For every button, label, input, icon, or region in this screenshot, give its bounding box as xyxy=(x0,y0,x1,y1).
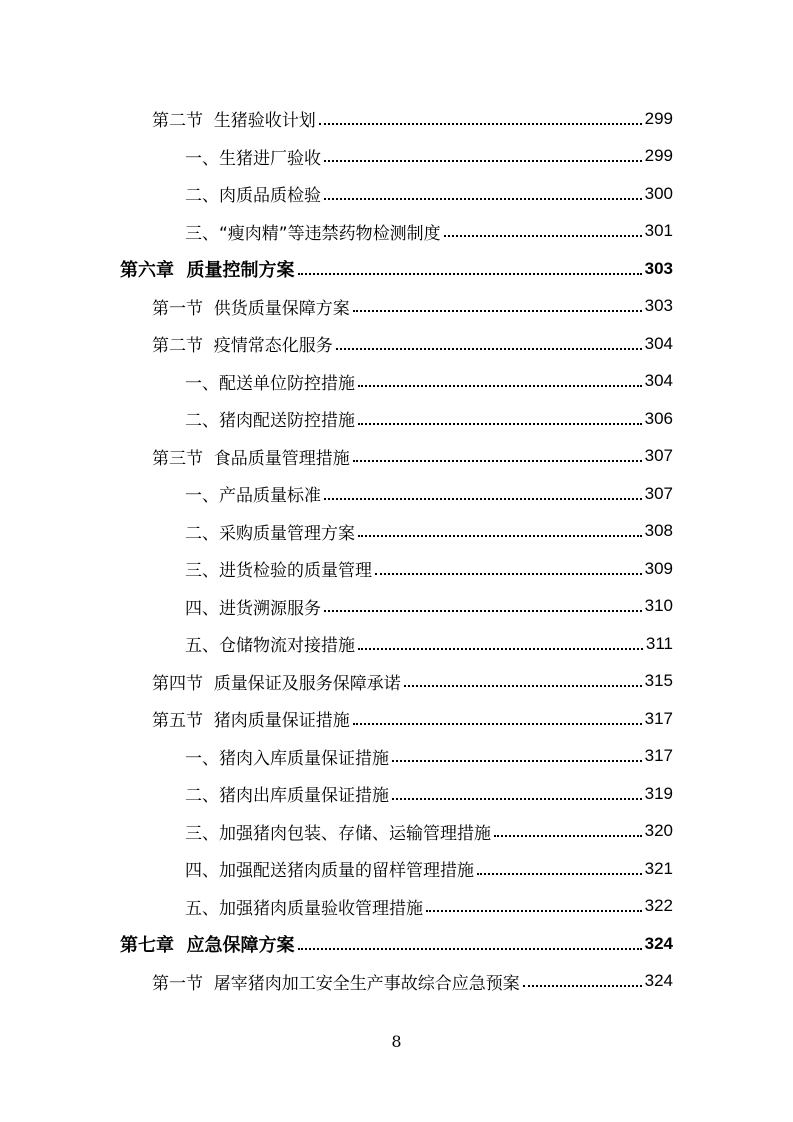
dot-leader xyxy=(426,910,642,912)
toc-entry-title: 二、猪肉配送防控措施 xyxy=(185,411,355,432)
dot-leader xyxy=(358,423,642,425)
toc-entry-page: 306 xyxy=(644,408,673,428)
toc-entry-title: 三、进货检验的质量管理 xyxy=(185,561,372,582)
toc-entry-title: 第六章 质量控制方案 xyxy=(120,259,295,281)
dot-leader xyxy=(353,310,642,312)
table-of-contents xyxy=(0,100,793,1000)
toc-entry-page: 322 xyxy=(644,896,673,916)
dot-leader xyxy=(319,123,642,125)
toc-entry-page: 303 xyxy=(644,258,673,278)
toc-entry-page: 310 xyxy=(644,596,673,616)
toc-entry-title: 第三节 食品质量管理措施 xyxy=(152,448,350,469)
toc-entry-item[interactable] xyxy=(0,475,793,513)
toc-entry-item[interactable] xyxy=(0,550,793,588)
toc-entry-page: 317 xyxy=(644,746,673,766)
toc-entry-title: 第七章 应急保障方案 xyxy=(120,934,295,956)
toc-entry-title: 四、进货溯源服务 xyxy=(185,598,321,619)
toc-entry-title: 一、产品质量标准 xyxy=(185,486,321,507)
toc-entry-item[interactable] xyxy=(0,625,793,663)
toc-entry-chapter[interactable] xyxy=(0,250,793,288)
toc-entry-title: 第二节 疫情常态化服务 xyxy=(152,336,333,357)
toc-entry-title: 第四节 质量保证及服务保障承诺 xyxy=(152,673,401,694)
toc-entry-title: 二、猪肉出库质量保证措施 xyxy=(185,786,389,807)
toc-entry-section[interactable] xyxy=(0,663,793,701)
dot-leader xyxy=(353,460,642,462)
dot-leader xyxy=(336,348,642,350)
toc-entry-page: 299 xyxy=(644,108,673,128)
toc-entry-chapter[interactable] xyxy=(0,925,793,963)
toc-entry-item[interactable] xyxy=(0,850,793,888)
toc-entry-page: 308 xyxy=(644,521,673,541)
toc-entry-page: 304 xyxy=(644,333,673,353)
toc-entry-section[interactable] xyxy=(0,325,793,363)
toc-entry-title: 五、仓储物流对接措施 xyxy=(185,636,355,657)
toc-entry-title: 第一节 屠宰猪肉加工安全生产事故综合应急预案 xyxy=(152,973,520,994)
toc-entry-title: 三、“瘦肉精”等违禁药物检测制度 xyxy=(185,223,441,244)
toc-entry-item[interactable] xyxy=(0,400,793,438)
dot-leader xyxy=(353,723,642,725)
toc-entry-title: 第一节 供货质量保障方案 xyxy=(152,298,350,319)
toc-entry-page: 319 xyxy=(644,783,673,803)
toc-entry-title: 三、加强猪肉包装、存储、运输管理措施 xyxy=(185,823,491,844)
dot-leader xyxy=(392,760,642,762)
toc-entry-page: 315 xyxy=(644,671,673,691)
toc-entry-section[interactable] xyxy=(0,288,793,326)
dot-leader xyxy=(358,535,642,537)
toc-entry-title: 五、加强猪肉质量验收管理措施 xyxy=(185,898,423,919)
toc-entry-page: 317 xyxy=(644,708,673,728)
toc-entry-page: 311 xyxy=(645,633,673,653)
dot-leader xyxy=(324,498,642,500)
toc-entry-item[interactable] xyxy=(0,888,793,926)
toc-entry-page: 309 xyxy=(644,558,673,578)
dot-leader xyxy=(324,198,642,200)
toc-entry-item[interactable] xyxy=(0,813,793,851)
toc-entry-page: 324 xyxy=(644,971,673,991)
toc-entry-item[interactable] xyxy=(0,775,793,813)
toc-entry-title: 第二节 生猪验收计划 xyxy=(152,111,316,132)
toc-entry-title: 一、配送单位防控措施 xyxy=(185,373,355,394)
toc-entry-page: 301 xyxy=(644,221,673,241)
toc-entry-section[interactable] xyxy=(0,100,793,138)
toc-entry-title: 二、采购质量管理方案 xyxy=(185,523,355,544)
dot-leader xyxy=(523,985,642,987)
toc-entry-item[interactable] xyxy=(0,363,793,401)
toc-entry-item[interactable] xyxy=(0,213,793,251)
toc-entry-page: 300 xyxy=(644,183,673,203)
toc-entry-section[interactable] xyxy=(0,700,793,738)
toc-entry-item[interactable] xyxy=(0,175,793,213)
toc-entry-page: 321 xyxy=(644,858,673,878)
dot-leader xyxy=(444,235,642,237)
dot-leader xyxy=(298,948,642,950)
toc-entry-title: 一、猪肉入库质量保证措施 xyxy=(185,748,389,769)
toc-entry-page: 304 xyxy=(644,371,673,391)
toc-entry-item[interactable] xyxy=(0,738,793,776)
dot-leader xyxy=(324,610,642,612)
toc-entry-section[interactable] xyxy=(0,963,793,1001)
toc-entry-page: 299 xyxy=(644,146,673,166)
dot-leader xyxy=(358,648,643,650)
dot-leader xyxy=(494,835,642,837)
toc-entry-page: 324 xyxy=(644,933,673,953)
toc-entry-title: 二、肉质品质检验 xyxy=(185,186,321,207)
dot-leader xyxy=(375,573,642,575)
dot-leader xyxy=(392,798,642,800)
dot-leader xyxy=(404,685,642,687)
toc-entry-title: 第五节 猪肉质量保证措施 xyxy=(152,711,350,732)
toc-entry-page: 307 xyxy=(644,483,673,503)
toc-entry-section[interactable] xyxy=(0,438,793,476)
dot-leader xyxy=(477,873,642,875)
toc-entry-title: 一、生猪进厂验收 xyxy=(185,148,321,169)
page-number: 8 xyxy=(391,1032,402,1051)
toc-entry-page: 320 xyxy=(644,821,673,841)
toc-entry-title: 四、加强配送猪肉质量的留样管理措施 xyxy=(185,861,474,882)
dot-leader xyxy=(358,385,642,387)
dot-leader xyxy=(324,160,642,162)
toc-entry-page: 303 xyxy=(644,296,673,316)
toc-entry-item[interactable] xyxy=(0,588,793,626)
toc-entry-item[interactable] xyxy=(0,513,793,551)
toc-entry-item[interactable] xyxy=(0,138,793,176)
toc-entry-page: 307 xyxy=(644,446,673,466)
dot-leader xyxy=(298,273,642,275)
